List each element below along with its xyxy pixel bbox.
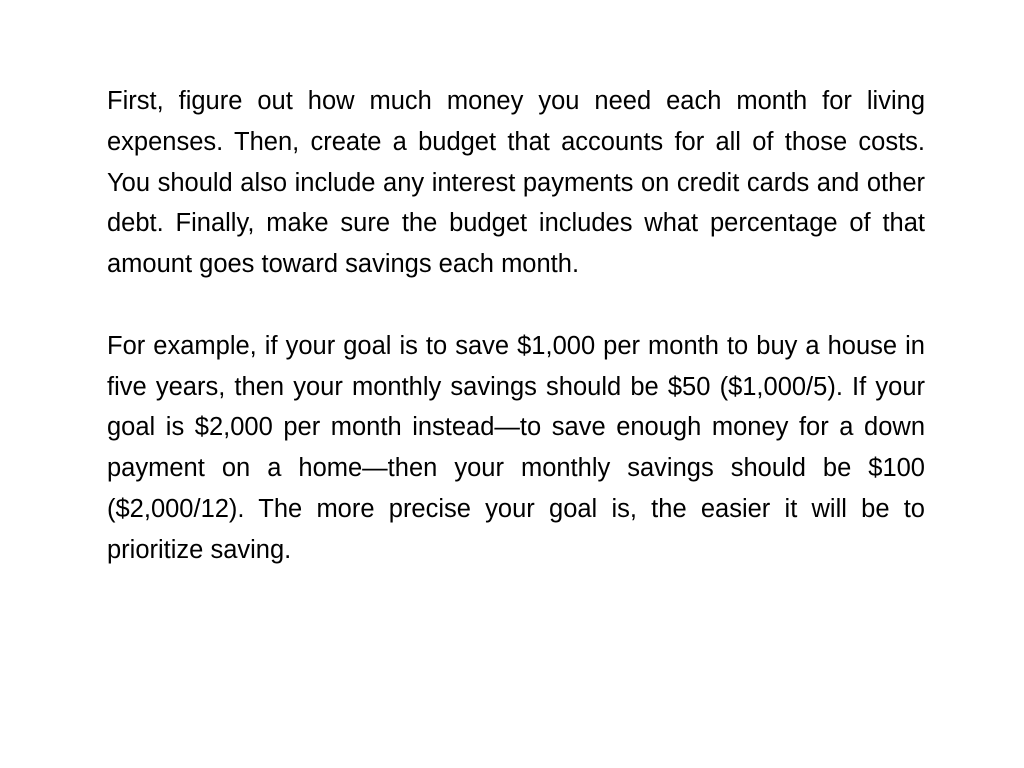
paragraph-budget: First, figure out how much money you need each month for living expenses. Then, create a budget that accounts for all of those costs. You should also include any interest payments on credit cards and other debt. Finally, make sure the budget includes what percentage of that amount goes toward savings each month. [107,87,925,279]
paragraph-example: For example, if your goal is to save $1,000 per month to buy a house in five years, then your monthly savings should be $50 ($1,000/5). If your goal is $2,000 per month instead—to save enough money for a down payment on a home—then your monthly savings should be $100 ($2,000/12). The more precise your goal is, the easier it will be to prioritize saving. [107,331,925,564]
body-text [107,81,925,571]
